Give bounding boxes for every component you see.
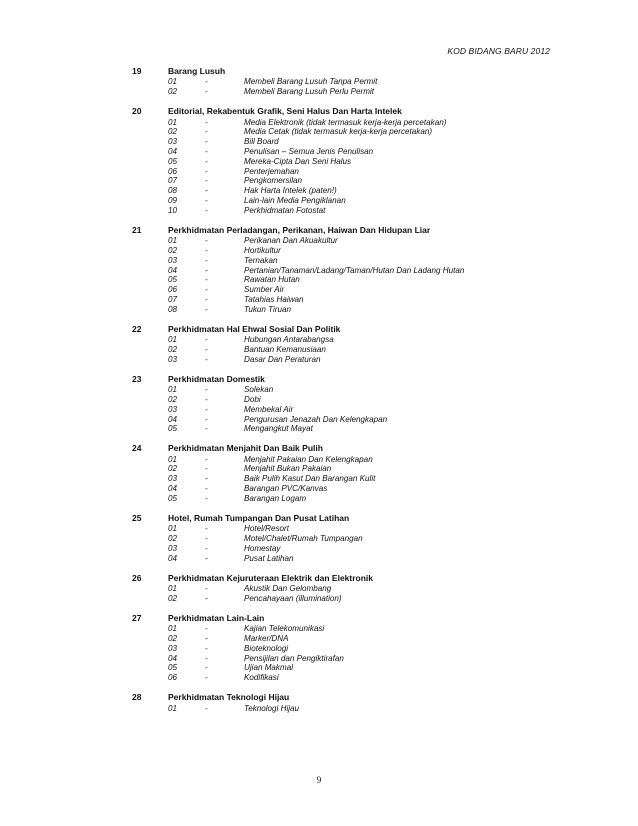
- section-25: [0, 513, 638, 564]
- item-desc: Kajian Telekomunikasi: [244, 624, 325, 634]
- item-code: 03: [168, 255, 178, 265]
- item-code: 02: [168, 534, 178, 544]
- item-desc: Pengurusan Jenazah Dan Kelengkapan: [244, 414, 388, 424]
- section-title: Editorial, Rekabentuk Grafik, Seni Halus Dan Harta Intelek: [168, 106, 402, 117]
- item-dash: -: [205, 195, 208, 205]
- item-dash: -: [205, 285, 208, 295]
- item-desc: Menjahit Pakaian Dan Kelengkapan: [244, 454, 373, 464]
- list-item: [0, 285, 638, 295]
- item-desc: Penulisan – Semua Jenis Penulisan: [244, 146, 374, 156]
- item-code: 05: [168, 663, 178, 673]
- item-dash: -: [205, 703, 208, 713]
- item-desc: Hortikultur: [244, 245, 281, 255]
- list-item: [0, 474, 638, 484]
- item-code: 05: [168, 424, 178, 434]
- list-item: [0, 196, 638, 206]
- item-code: 01: [168, 77, 178, 87]
- item-code: 01: [168, 117, 178, 127]
- page-number: 9: [316, 775, 322, 785]
- item-dash: -: [205, 344, 208, 354]
- item-dash: -: [205, 265, 208, 275]
- item-desc: Sumber Air: [244, 285, 285, 295]
- section-21: [0, 225, 638, 315]
- section-title: Perkhidmatan Hal Ehwal Sosial Dan Politik: [168, 323, 341, 334]
- item-desc: Hak Harta Intelek (paten!): [244, 186, 337, 196]
- item-dash: -: [205, 454, 208, 464]
- item-code: 01: [168, 624, 178, 634]
- list-item: [0, 266, 638, 276]
- list-item: [0, 704, 638, 714]
- section-28: [0, 692, 638, 713]
- item-dash: -: [205, 524, 208, 534]
- item-code: 07: [168, 294, 178, 304]
- item-code: 06: [168, 673, 178, 683]
- item-desc: Pusat Latihan: [244, 553, 294, 563]
- item-desc: Bioteknologi: [244, 643, 289, 653]
- item-code: 01: [168, 385, 178, 395]
- item-dash: -: [205, 166, 208, 176]
- item-code: 01: [168, 524, 178, 534]
- section-number: 19: [132, 66, 142, 76]
- item-desc: Pengkomersilan: [244, 176, 303, 186]
- item-code: 06: [168, 166, 178, 176]
- section-title: Perkhidmatan Teknologi Hijau: [168, 692, 290, 703]
- list-item: [0, 355, 638, 365]
- item-dash: -: [205, 385, 208, 395]
- item-dash: -: [205, 404, 208, 414]
- list-item: [0, 405, 638, 415]
- item-code: 04: [168, 653, 178, 663]
- item-desc: Teknologi Hijau: [244, 703, 300, 713]
- list-item: [0, 127, 638, 137]
- item-dash: -: [205, 624, 208, 634]
- item-code: 07: [168, 176, 178, 186]
- section-title: Perkhidmatan Lain-Lain: [168, 612, 265, 623]
- item-dash: -: [205, 484, 208, 494]
- item-code: 05: [168, 493, 178, 503]
- item-dash: -: [205, 474, 208, 484]
- item-desc: Tatahias Haiwan: [244, 294, 304, 304]
- item-code: 04: [168, 146, 178, 156]
- item-dash: -: [205, 634, 208, 644]
- item-dash: -: [205, 275, 208, 285]
- list-item: [0, 137, 638, 147]
- item-dash: -: [205, 653, 208, 663]
- item-dash: -: [205, 146, 208, 156]
- item-code: 02: [168, 634, 178, 644]
- item-dash: -: [205, 156, 208, 166]
- list-item: [0, 644, 638, 654]
- item-code: 02: [168, 593, 178, 603]
- list-item: [0, 594, 638, 604]
- item-desc: Solekan: [244, 385, 274, 395]
- item-desc: Lain-lain Media Pengiklanan: [244, 195, 346, 205]
- item-code: 03: [168, 543, 178, 553]
- list-item: [0, 673, 638, 683]
- item-desc: Hubungan Antarabangsa: [244, 335, 334, 345]
- item-desc: Homestay: [244, 543, 281, 553]
- item-desc: Media Elektronik (tidak termasuk kerja-kerja percetakan): [244, 117, 447, 127]
- item-dash: -: [205, 414, 208, 424]
- list-item: [0, 455, 638, 465]
- list-item: [0, 584, 638, 594]
- item-dash: -: [205, 543, 208, 553]
- list-item: [0, 236, 638, 246]
- list-item: [0, 385, 638, 395]
- item-dash: -: [205, 553, 208, 563]
- item-code: 02: [168, 344, 178, 354]
- item-dash: -: [205, 394, 208, 404]
- list-item: [0, 524, 638, 534]
- item-desc: Barangan Logam: [244, 493, 307, 503]
- item-desc: Membeli Barang Lusuh Perlu Permit: [244, 87, 375, 97]
- list-item: [0, 77, 638, 87]
- item-code: 03: [168, 137, 178, 147]
- item-code: 02: [168, 464, 178, 474]
- list-item: [0, 256, 638, 266]
- page-header: KOD BIDANG BARU 2012: [447, 46, 550, 56]
- section-number: 28: [132, 692, 142, 703]
- item-desc: Menjahit Bukan Pakaian: [244, 464, 332, 474]
- item-code: 09: [168, 195, 178, 205]
- list-item: [0, 345, 638, 355]
- list-item: [0, 663, 638, 673]
- item-desc: Barangan PVC/Kanvas: [244, 484, 328, 494]
- list-item: [0, 654, 638, 664]
- item-desc: Kodifikasi: [244, 673, 279, 683]
- item-code: 02: [168, 87, 178, 97]
- item-code: 04: [168, 484, 178, 494]
- section-20: [0, 106, 638, 215]
- list-item: [0, 206, 638, 216]
- item-desc: Membeli Barang Lusuh Tanpa Permit: [244, 77, 378, 87]
- list-item: [0, 275, 638, 285]
- item-dash: -: [205, 424, 208, 434]
- item-dash: -: [205, 87, 208, 97]
- item-desc: Pensijilan dan Pengiktirafan: [244, 653, 344, 663]
- list-item: [0, 167, 638, 177]
- item-dash: -: [205, 673, 208, 683]
- section-number: 20: [132, 106, 142, 117]
- item-code: 06: [168, 285, 178, 295]
- section-number: 23: [132, 373, 142, 384]
- item-desc: Rawatan Hutan: [244, 275, 300, 285]
- item-dash: -: [205, 255, 208, 265]
- item-desc: Dobi: [244, 394, 261, 404]
- item-code: 05: [168, 275, 178, 285]
- item-desc: Pencahayaan (illumination): [244, 593, 342, 603]
- list-item: [0, 87, 638, 97]
- list-item: [0, 335, 638, 345]
- item-desc: Dasar Dan Peraturan: [244, 354, 321, 364]
- item-desc: Ujian Makmal: [244, 663, 294, 673]
- item-code: 08: [168, 186, 178, 196]
- section-number: 22: [132, 323, 142, 334]
- item-code: 04: [168, 553, 178, 563]
- item-desc: Tukun Tiruan: [244, 304, 292, 314]
- list-item: [0, 534, 638, 544]
- item-code: 03: [168, 474, 178, 484]
- section-27: [0, 613, 638, 683]
- item-code: 03: [168, 354, 178, 364]
- list-item: [0, 246, 638, 256]
- item-desc: Baik Pulih Kasut Dan Barangan Kulit: [244, 474, 376, 484]
- list-item: [0, 544, 638, 554]
- item-code: 01: [168, 335, 178, 345]
- item-code: 03: [168, 643, 178, 653]
- section-title: Perkhidmatan Perladangan, Perikanan, Haiwan Dan Hidupan Liar: [168, 224, 431, 235]
- list-item: [0, 157, 638, 167]
- item-dash: -: [205, 663, 208, 673]
- item-code: 04: [168, 265, 178, 275]
- item-code: 02: [168, 127, 178, 137]
- item-dash: -: [205, 294, 208, 304]
- section-number: 21: [132, 224, 142, 235]
- item-desc: Mereka-Cipta Dan Seni Halus: [244, 156, 352, 166]
- list-item: [0, 624, 638, 634]
- list-item: [0, 424, 638, 434]
- item-desc: Ternakan: [244, 255, 278, 265]
- item-dash: -: [205, 354, 208, 364]
- item-desc: Marker/DNA: [244, 634, 289, 644]
- list-item: [0, 494, 638, 504]
- item-dash: -: [205, 245, 208, 255]
- item-desc: Media Cetak (tidak termasuk kerja-kerja percetakan): [244, 127, 433, 137]
- item-dash: -: [205, 117, 208, 127]
- item-desc: Penterjemahan: [244, 166, 299, 176]
- section-number: 25: [132, 512, 142, 523]
- list-item: [0, 295, 638, 305]
- item-code: 05: [168, 156, 178, 166]
- item-code: 01: [168, 454, 178, 464]
- item-dash: -: [205, 534, 208, 544]
- section-22: [0, 324, 638, 365]
- item-dash: -: [205, 584, 208, 594]
- item-desc: Perikanan Dan Akuakultur: [244, 236, 338, 246]
- list-item: [0, 118, 638, 128]
- item-dash: -: [205, 464, 208, 474]
- list-item: [0, 186, 638, 196]
- item-dash: -: [205, 186, 208, 196]
- item-dash: -: [205, 304, 208, 314]
- item-code: 01: [168, 584, 178, 594]
- item-dash: -: [205, 643, 208, 653]
- item-code: 02: [168, 394, 178, 404]
- item-code: 03: [168, 404, 178, 414]
- section-title: Perkhidmatan Menjahit Dan Baik Pulih: [168, 443, 323, 454]
- section-number: 26: [132, 572, 142, 583]
- code-list: [0, 66, 638, 723]
- item-dash: -: [205, 77, 208, 87]
- list-item: [0, 395, 638, 405]
- item-dash: -: [205, 205, 208, 215]
- item-desc: Membekal Air: [244, 404, 294, 414]
- section-number: 24: [132, 443, 142, 454]
- list-item: [0, 147, 638, 157]
- item-code: 04: [168, 414, 178, 424]
- list-item: [0, 176, 638, 186]
- section-title: Hotel, Rumah Tumpangan Dan Pusat Latihan: [168, 512, 350, 523]
- item-code: 02: [168, 245, 178, 255]
- item-code: 01: [168, 703, 178, 713]
- section-24: [0, 443, 638, 503]
- item-desc: Mengangkut Mayat: [244, 424, 313, 434]
- item-desc: Hotel/Resort: [244, 524, 289, 534]
- item-dash: -: [205, 335, 208, 345]
- item-desc: Bantuan Kemanusiaan: [244, 344, 326, 354]
- item-desc: Motel/Chalet/Rumah Tumpangan: [244, 534, 363, 544]
- item-desc: Akustik Dan Gelombang: [244, 584, 332, 594]
- section-title: Perkhidmatan Domestik: [168, 373, 265, 384]
- section-title: Perkhidmatan Kejuruteraan Elektrik dan Elektronik: [168, 572, 374, 583]
- list-item: [0, 305, 638, 315]
- section-23: [0, 374, 638, 434]
- item-dash: -: [205, 137, 208, 147]
- item-code: 01: [168, 236, 178, 246]
- section-19: [0, 66, 638, 97]
- list-item: [0, 484, 638, 494]
- item-dash: -: [205, 593, 208, 603]
- item-desc: Bill Board: [244, 137, 279, 147]
- list-item: [0, 415, 638, 425]
- list-item: [0, 554, 638, 564]
- item-dash: -: [205, 236, 208, 246]
- list-item: [0, 634, 638, 644]
- item-desc: Perkhidmatan Fotostat: [244, 205, 326, 215]
- item-dash: -: [205, 176, 208, 186]
- item-dash: -: [205, 127, 208, 137]
- item-dash: -: [205, 493, 208, 503]
- list-item: [0, 464, 638, 474]
- section-title: Barang Lusuh: [168, 66, 226, 76]
- section-26: [0, 573, 638, 604]
- section-number: 27: [132, 612, 142, 623]
- item-code: 08: [168, 304, 178, 314]
- item-desc: Pertanian/Tanaman/Ladang/Taman/Hutan Dan Ladang Hutan: [244, 265, 465, 275]
- item-code: 10: [168, 205, 178, 215]
